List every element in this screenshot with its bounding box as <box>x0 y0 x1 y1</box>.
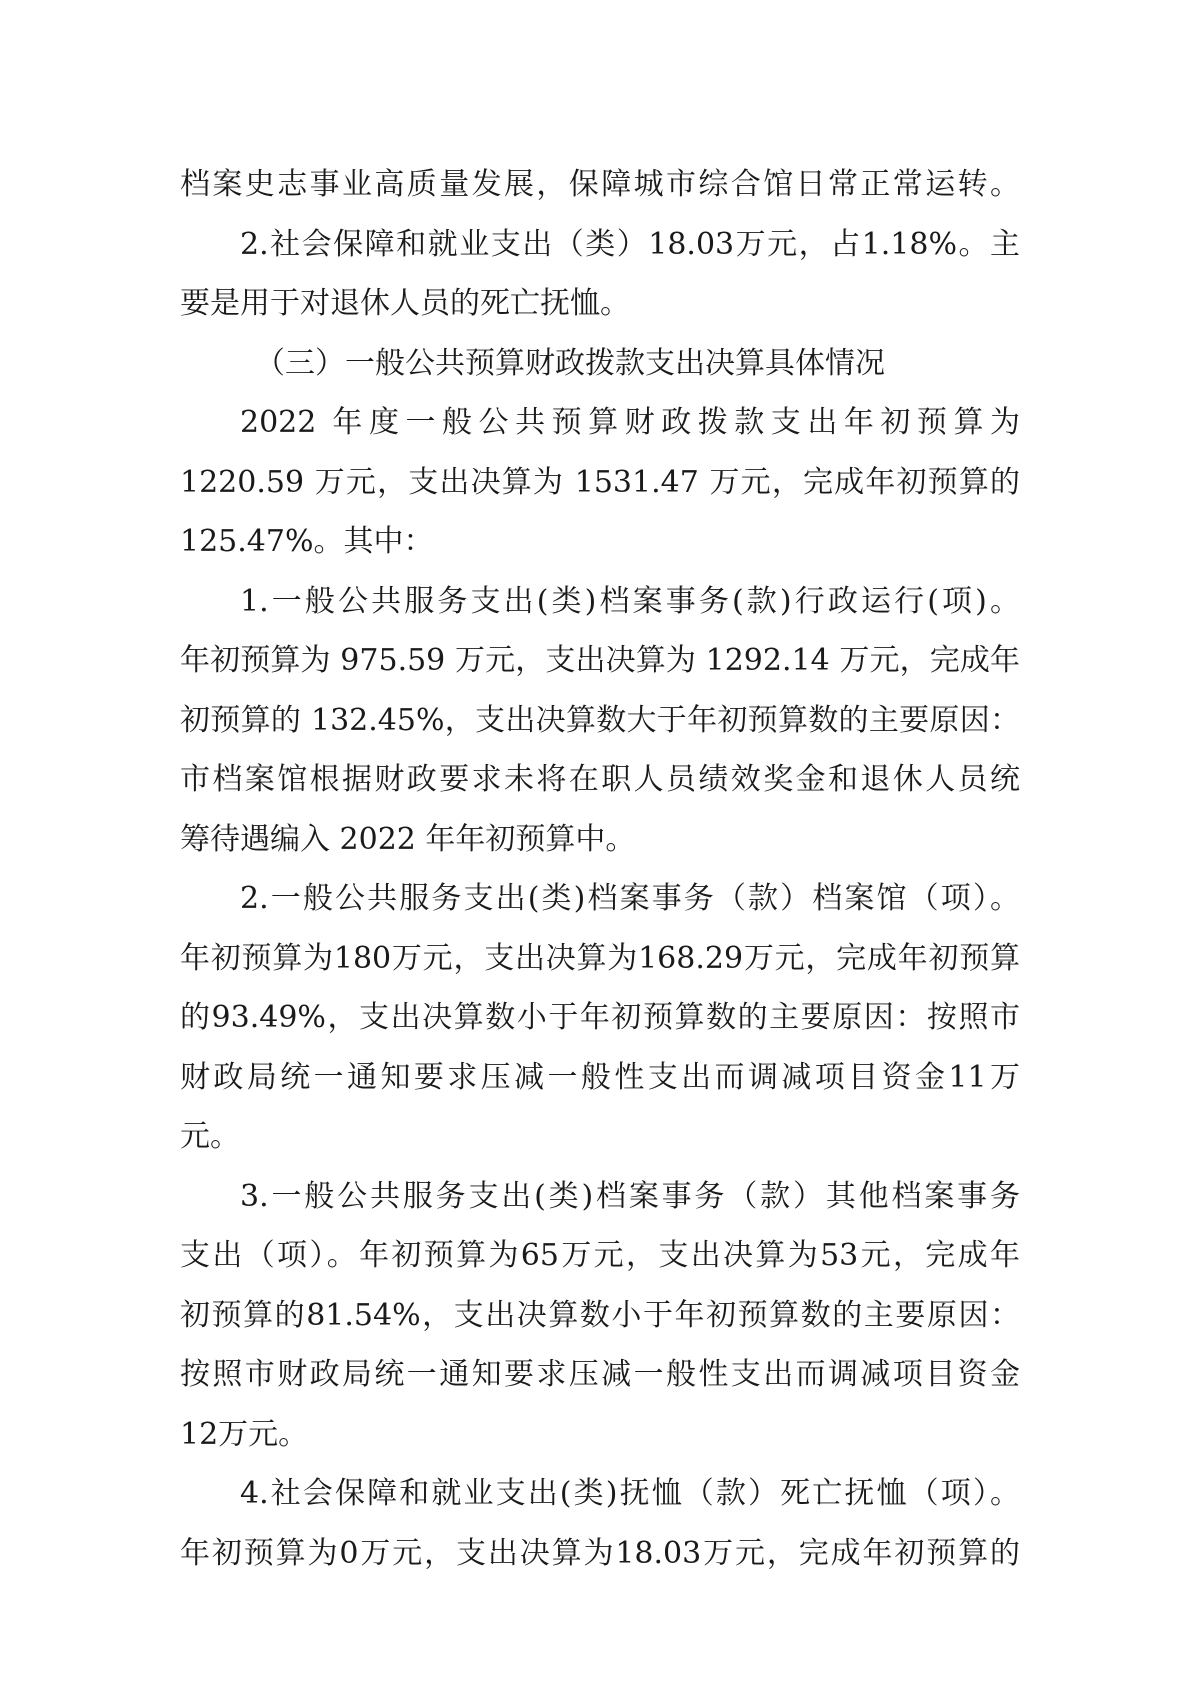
text-line: 的93.49%，支出决算数小于年初预算数的主要原因：按照市 <box>180 1000 1020 1035</box>
text-line: 筹待遇编入 2022 年年初预算中。 <box>180 821 636 857</box>
text-line: 财政局统一通知要求压减一般性支出而调减项目资金11万 <box>180 1059 1020 1095</box>
text-line: 年初预算为0万元，支出决算为18.03万元，完成年初预算的 <box>180 1535 1020 1571</box>
text-line: 2.社会保障和就业支出（类）18.03万元，占1.18%。主 <box>240 226 1020 262</box>
text-line: 按照市财政局统一通知要求压减一般性支出而调减项目资金 <box>180 1357 1020 1392</box>
text-line: 1220.59 万元，支出决算为 1531.47 万元，完成年初预算的 <box>180 464 1020 500</box>
text-line: 125.47%。其中： <box>180 524 434 559</box>
document-page <box>180 155 1020 1583</box>
text-line: 2022 年度一般公共预算财政拨款支出年初预算为 <box>240 405 1020 440</box>
text-line: 1.一般公共服务支出(类)档案事务(款)行政运行(项)。 <box>240 583 1020 619</box>
text-line: 4.社会保障和就业支出(类)抚恤（款）死亡抚恤（项）。 <box>240 1476 1020 1511</box>
text-line: 市档案馆根据财政要求未将在职人员绩效奖金和退休人员统 <box>180 762 1020 797</box>
text-line: 2.一般公共服务支出(类)档案事务（款）档案馆（项）。 <box>240 881 1020 916</box>
text-line: 要是用于对退休人员的死亡抚恤。 <box>180 286 630 321</box>
text-line: 支出（项）。年初预算为65万元，支出决算为53元，完成年 <box>180 1238 1020 1273</box>
text-line: 年初预算为 975.59 万元，支出决算为 1292.14 万元，完成年 <box>180 643 1020 678</box>
text-line: 12万元。 <box>180 1416 309 1452</box>
text-line: 初预算的81.54%，支出决算数小于年初预算数的主要原因： <box>180 1297 1020 1333</box>
text-line: 初预算的 132.45%，支出决算数大于年初预算数的主要原因： <box>180 702 1020 738</box>
text-line: 档案史志事业高质量发展，保障城市综合馆日常正常运转。 <box>180 167 1020 202</box>
text-line: 元。 <box>180 1119 240 1154</box>
text-line: 3.一般公共服务支出(类)档案事务（款）其他档案事务 <box>240 1178 1020 1214</box>
text-line: 年初预算为180万元，支出决算为168.29万元，完成年初预算 <box>180 940 1020 976</box>
section-heading: （三）一般公共预算财政拨款支出决算具体情况 <box>255 345 885 381</box>
